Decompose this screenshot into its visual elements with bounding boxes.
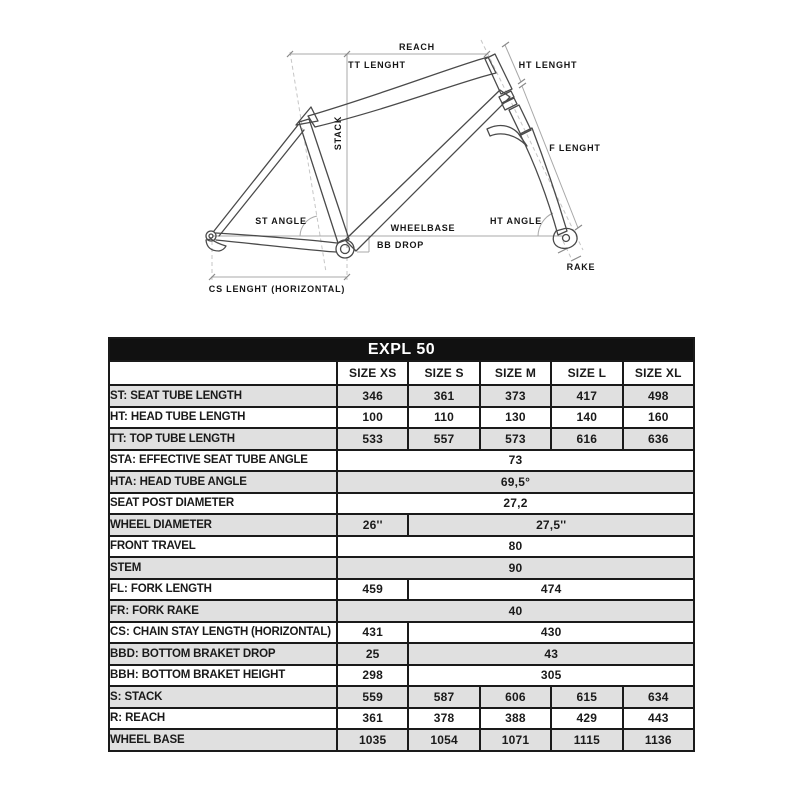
spec-name: REACH xyxy=(125,712,166,725)
spec-value-cell: 474 xyxy=(408,579,694,601)
spec-abbr: S: xyxy=(110,690,122,703)
diagram-labels xyxy=(209,42,601,294)
table-row-wheel-base xyxy=(109,729,694,751)
spec-name: HEAD TUBE ANGLE xyxy=(139,475,247,488)
spec-name: CHAIN STAY LENGTH (HORIZONTAL) xyxy=(132,626,331,639)
spec-value-cell: 27,2 xyxy=(337,493,694,515)
table-row-fork-rake xyxy=(109,600,694,622)
spec-name: STACK xyxy=(124,690,163,703)
spec-abbr: TT: xyxy=(110,432,127,445)
spec-row-label xyxy=(109,536,337,558)
spec-value-cell: 27,5'' xyxy=(408,514,694,536)
spec-name: SEAT TUBE LENGTH xyxy=(130,389,242,402)
spec-value-cell: 361 xyxy=(408,385,479,407)
table-row-top-tube-length xyxy=(109,428,694,450)
spec-row-label xyxy=(109,600,337,622)
col-header-size-xl: SIZE XL xyxy=(623,361,694,385)
spec-row-label xyxy=(109,579,337,601)
spec-row-label xyxy=(109,385,337,407)
spec-value-cell: 25 xyxy=(337,643,408,665)
spec-abbr: STA: xyxy=(110,454,136,467)
spec-row-label xyxy=(109,622,337,644)
spec-value-cell: 73 xyxy=(337,450,694,472)
spec-value-cell: 636 xyxy=(623,428,694,450)
spec-value-cell: 1035 xyxy=(337,729,408,751)
spec-name: WHEEL BASE xyxy=(110,733,185,746)
spec-row-label xyxy=(109,428,337,450)
spec-value-cell: 1136 xyxy=(623,729,694,751)
col-header-size-xs: SIZE XS xyxy=(337,361,408,385)
spec-name: FRONT TRAVEL xyxy=(110,540,196,553)
wheelbase-label: WHEELBASE xyxy=(390,223,456,233)
spec-row-label xyxy=(109,450,337,472)
st-angle-label: ST ANGLE xyxy=(255,216,307,226)
stack-label: STACK xyxy=(333,115,343,151)
spec-row-label xyxy=(109,729,337,751)
ht-angle-label: HT ANGLE xyxy=(489,216,543,226)
table-row-chain-stay-length xyxy=(109,622,694,644)
table-row-seat-post-diameter xyxy=(109,493,694,515)
corner-cell xyxy=(109,361,337,385)
col-header-size-s: SIZE S xyxy=(408,361,479,385)
table-row-stack xyxy=(109,686,694,708)
table-row-seat-tube-angle xyxy=(109,450,694,472)
spec-name: STEM xyxy=(110,561,142,574)
spec-value-cell: 80 xyxy=(337,536,694,558)
spec-value-cell: 443 xyxy=(623,708,694,730)
spec-row-label xyxy=(109,407,337,429)
spec-value-cell: 1054 xyxy=(408,729,479,751)
table-row-seat-tube-length xyxy=(109,385,694,407)
spec-value-cell: 606 xyxy=(480,686,551,708)
spec-value-cell: 1115 xyxy=(551,729,622,751)
spec-name: BOTTOM BRAKET DROP xyxy=(141,647,276,660)
spec-value-cell: 557 xyxy=(408,428,479,450)
table-row-bottom-bracket-drop xyxy=(109,643,694,665)
spec-value-cell: 573 xyxy=(480,428,551,450)
table-row-head-tube-length xyxy=(109,407,694,429)
table-row-bottom-bracket-height xyxy=(109,665,694,687)
spec-name: TOP TUBE LENGTH xyxy=(129,432,235,445)
spec-value-cell: 498 xyxy=(623,385,694,407)
spec-abbr: ST: xyxy=(110,389,128,402)
spec-value-cell: 559 xyxy=(337,686,408,708)
geometry-spec-table xyxy=(108,337,695,752)
spec-value-cell: 40 xyxy=(337,600,694,622)
spec-value-cell: 431 xyxy=(337,622,408,644)
spec-value-cell: 587 xyxy=(408,686,479,708)
spec-abbr: R: xyxy=(110,712,123,725)
spec-value-cell: 100 xyxy=(337,407,408,429)
spec-value-cell: 305 xyxy=(408,665,694,687)
spec-row-label xyxy=(109,557,337,579)
col-header-size-l: SIZE L xyxy=(551,361,622,385)
spec-value-cell: 378 xyxy=(408,708,479,730)
spec-value-cell: 160 xyxy=(623,407,694,429)
f-length-label: F LENGHT xyxy=(549,143,601,153)
spec-name: WHEEL DIAMETER xyxy=(110,518,212,531)
col-header-size-m: SIZE M xyxy=(480,361,551,385)
bike-geometry-diagram xyxy=(0,0,800,318)
spec-value-cell: 69,5° xyxy=(337,471,694,493)
cs-length-label: CS LENGHT (HORIZONTAL) xyxy=(208,284,346,294)
spec-value-cell: 459 xyxy=(337,579,408,601)
spec-row-label xyxy=(109,514,337,536)
spec-value-cell: 140 xyxy=(551,407,622,429)
spec-abbr: HTA: xyxy=(110,475,137,488)
spec-abbr: FL: xyxy=(110,583,128,596)
table-header-row xyxy=(109,361,694,385)
table-row-head-tube-angle xyxy=(109,471,694,493)
spec-abbr: HT: xyxy=(110,411,128,424)
table-row-reach xyxy=(109,708,694,730)
reach-label: REACH xyxy=(398,42,436,52)
spec-abbr: BBH: xyxy=(110,669,139,682)
spec-abbr: CS: xyxy=(110,626,130,639)
table-row-front-travel xyxy=(109,536,694,558)
table-row-wheel-diameter xyxy=(109,514,694,536)
spec-value-cell: 1071 xyxy=(480,729,551,751)
spec-value-cell: 373 xyxy=(480,385,551,407)
spec-value-cell: 533 xyxy=(337,428,408,450)
spec-value-cell: 90 xyxy=(337,557,694,579)
tt-length-label: TT LENGHT xyxy=(348,60,406,70)
spec-name: HEAD TUBE LENGTH xyxy=(130,411,246,424)
spec-name: BOTTOM BRAKET HEIGHT xyxy=(141,669,286,682)
spec-value-cell: 430 xyxy=(408,622,694,644)
spec-value-cell: 26'' xyxy=(337,514,408,536)
spec-row-label xyxy=(109,708,337,730)
rake-label: RAKE xyxy=(566,262,596,272)
table-title-row xyxy=(109,338,694,361)
spec-name: FORK LENGTH xyxy=(130,583,212,596)
spec-name: SEAT POST DIAMETER xyxy=(110,497,234,510)
spec-value-cell: 346 xyxy=(337,385,408,407)
spec-value-cell: 615 xyxy=(551,686,622,708)
table-row-stem xyxy=(109,557,694,579)
spec-value-cell: 110 xyxy=(408,407,479,429)
spec-abbr: FR: xyxy=(110,604,130,617)
spec-row-label xyxy=(109,686,337,708)
spec-row-label xyxy=(109,471,337,493)
table-row-fork-length xyxy=(109,579,694,601)
ht-length-label: HT LENGHT xyxy=(518,60,578,70)
table-title: EXPL 50 xyxy=(109,338,694,361)
spec-row-label xyxy=(109,665,337,687)
spec-value-cell: 616 xyxy=(551,428,622,450)
spec-value-cell: 634 xyxy=(623,686,694,708)
spec-name: FORK RAKE xyxy=(132,604,199,617)
bb-drop-label: BB DROP xyxy=(377,240,425,250)
spec-value-cell: 429 xyxy=(551,708,622,730)
spec-name: EFFECTIVE SEAT TUBE ANGLE xyxy=(138,454,308,467)
spec-row-label xyxy=(109,493,337,515)
spec-abbr: BBD: xyxy=(110,647,139,660)
spec-value-cell: 361 xyxy=(337,708,408,730)
spec-value-cell: 43 xyxy=(408,643,694,665)
spec-value-cell: 298 xyxy=(337,665,408,687)
spec-row-label xyxy=(109,643,337,665)
spec-value-cell: 130 xyxy=(480,407,551,429)
spec-value-cell: 417 xyxy=(551,385,622,407)
spec-value-cell: 388 xyxy=(480,708,551,730)
